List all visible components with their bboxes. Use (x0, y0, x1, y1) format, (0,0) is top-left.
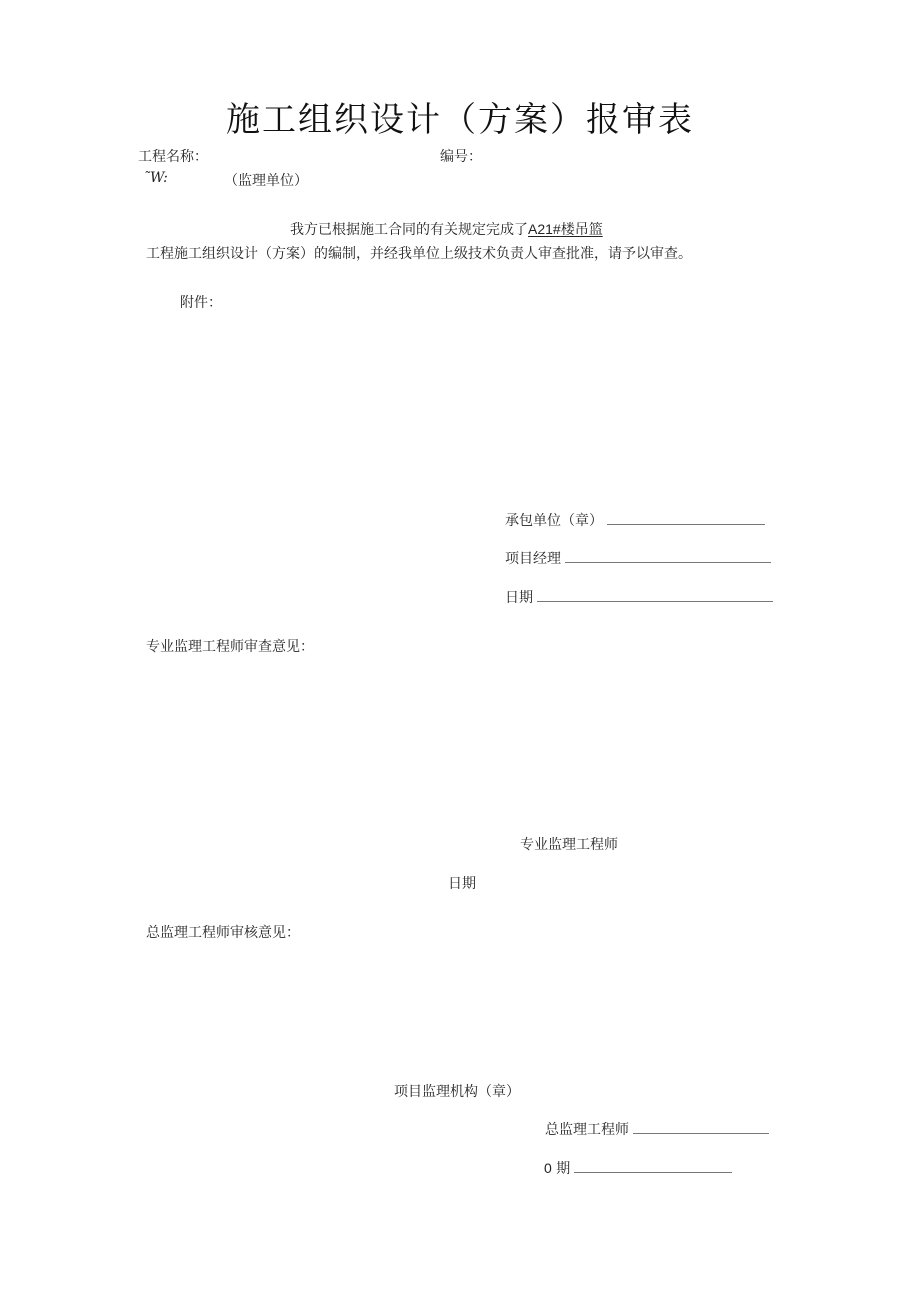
engineer-signature-label: 专业监理工程师 (520, 837, 618, 853)
supervision-org-label: 项目监理机构（章） (394, 1084, 520, 1100)
chief-date-line[interactable] (574, 1171, 732, 1173)
to-label: ˜W: (143, 170, 168, 186)
project-manager-label: 项目经理 (505, 551, 561, 567)
contractor-date-line[interactable] (537, 600, 773, 602)
contractor-unit-label: 承包单位（章） (505, 513, 603, 529)
project-name-value: A21#楼吊篮 (528, 221, 603, 237)
chief-opinion-label: 总监理工程师审核意见： (146, 925, 300, 941)
chief-engineer-row (545, 1119, 769, 1139)
page-title: 施工组织设计（方案）报审表 (226, 100, 694, 140)
chief-date-lead: 0 (544, 1160, 552, 1176)
statement-line-1-text: 我方已根据施工合同的有关规定完成了 (290, 222, 528, 238)
project-manager-signature-line[interactable] (565, 561, 771, 563)
chief-date-row (544, 1158, 732, 1178)
contractor-unit-signature-line[interactable] (607, 523, 765, 525)
supervision-unit-label: （监理单位） (224, 173, 308, 189)
project-manager-row (505, 548, 771, 568)
attachment-label: 附件： (180, 295, 222, 311)
project-name-label: 工程名称： (138, 149, 208, 165)
number-label: 编号： (440, 149, 482, 165)
chief-engineer-signature-line[interactable] (633, 1132, 769, 1134)
contractor-date-row (505, 587, 773, 607)
chief-date-label: 期 (556, 1161, 571, 1177)
statement-line-2: 工程施工组织设计（方案）的编制，并经我单位上级技术负责人审查批准，请予以审查。 (146, 246, 692, 262)
contractor-unit-row (505, 510, 765, 530)
chief-engineer-label: 总监理工程师 (545, 1122, 629, 1138)
engineer-date-label: 日期 (448, 876, 476, 892)
statement-line-1 (290, 219, 603, 239)
contractor-date-label: 日期 (505, 590, 533, 606)
engineer-opinion-label: 专业监理工程师审查意见： (146, 639, 314, 655)
